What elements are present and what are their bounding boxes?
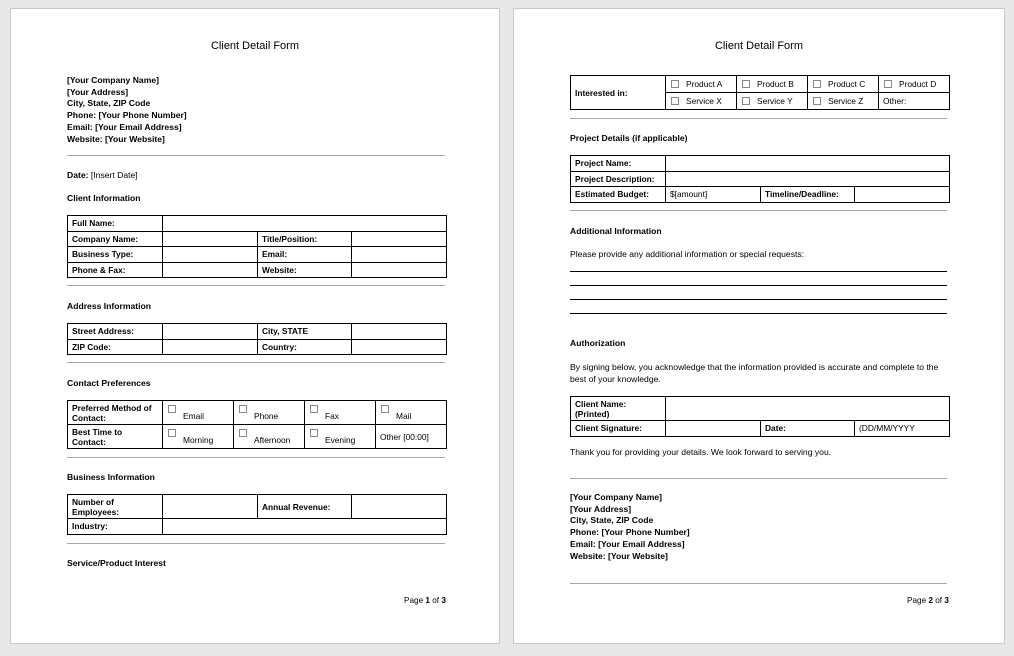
date-label: Date: <box>67 170 89 180</box>
phone-fax-field[interactable] <box>163 262 258 278</box>
company-name: [Your Company Name] <box>570 492 662 502</box>
divider <box>570 478 947 479</box>
date-label: Date: <box>761 421 855 437</box>
method-mail-option[interactable] <box>376 401 447 425</box>
full-name-label: Full Name: <box>68 216 163 232</box>
method-phone-option[interactable] <box>234 401 305 425</box>
authorization-table <box>570 396 950 437</box>
page-of: of <box>935 596 943 605</box>
additional-info-heading: Additional Information <box>570 226 662 236</box>
annual-revenue-label: Annual Revenue: <box>258 495 352 519</box>
method-fax-option[interactable] <box>305 401 376 425</box>
client-name-field[interactable] <box>666 397 950 421</box>
business-type-field[interactable] <box>163 247 258 263</box>
option-label: Product B <box>757 79 794 89</box>
client-info-table <box>67 215 447 278</box>
page-number <box>404 596 446 605</box>
estimated-budget-field[interactable]: $[amount] <box>666 187 761 203</box>
company-website: Website: [Your Website] <box>570 550 668 561</box>
website-field[interactable] <box>352 262 447 278</box>
project-name-field[interactable] <box>666 156 950 172</box>
product-b-option[interactable] <box>737 76 808 93</box>
annual-revenue-field[interactable] <box>352 495 447 519</box>
country-label: Country: <box>258 339 352 355</box>
business-type-label: Business Type: <box>68 247 163 263</box>
client-signature-field[interactable] <box>666 421 761 437</box>
option-label: Product A <box>686 79 723 89</box>
page-of: of <box>432 596 440 605</box>
additional-info-prompt: Please provide any additional information or special requests: <box>570 249 805 259</box>
project-table <box>570 155 950 203</box>
page-total: 3 <box>944 596 949 605</box>
option-label: Mail <box>396 411 412 421</box>
thank-you-text: Thank you for providing your details. We look forward to serving you. <box>570 447 832 457</box>
address-info-heading: Address Information <box>67 301 152 311</box>
project-description-field[interactable] <box>666 171 950 187</box>
time-evening-option[interactable] <box>305 425 376 449</box>
date-line <box>67 170 138 180</box>
interest-table <box>570 75 950 110</box>
email-label: Email: <box>258 247 352 263</box>
date-field[interactable]: (DD/MM/YYYY <box>855 421 950 437</box>
option-label: Service X <box>686 96 722 106</box>
business-info-table <box>67 494 447 535</box>
service-z-option[interactable] <box>808 93 879 110</box>
authorization-heading: Authorization <box>570 338 626 348</box>
page-1 <box>10 8 500 644</box>
option-label: Service Y <box>757 96 793 106</box>
client-signature-label: Client Signature: <box>571 421 666 437</box>
email-field[interactable] <box>352 247 447 263</box>
writing-line[interactable] <box>570 299 947 300</box>
checkbox-icon[interactable] <box>742 80 750 88</box>
option-label: Afternoon <box>254 435 291 445</box>
contact-prefs-heading: Contact Preferences <box>67 378 151 388</box>
product-a-option[interactable] <box>666 76 737 93</box>
service-x-option[interactable] <box>666 93 737 110</box>
checkbox-icon[interactable] <box>671 80 679 88</box>
divider <box>570 118 947 119</box>
option-label: Phone <box>254 411 279 421</box>
divider <box>67 543 445 544</box>
page-2 <box>513 8 1005 644</box>
checkbox-icon[interactable] <box>671 97 679 105</box>
contact-prefs-table <box>67 400 447 449</box>
company-block <box>67 75 187 145</box>
city-state-field[interactable] <box>352 324 447 340</box>
company-phone: Phone: [Your Phone Number] <box>570 527 690 538</box>
service-interest-heading: Service/Product Interest <box>67 558 166 568</box>
company-city: City, State, ZIP Code <box>67 98 151 109</box>
writing-line[interactable] <box>570 313 947 314</box>
writing-line[interactable] <box>570 285 947 286</box>
employees-field[interactable] <box>163 495 258 519</box>
project-details-heading: Project Details (if applicable) <box>570 133 688 143</box>
page-current: 1 <box>425 596 430 605</box>
product-c-option[interactable] <box>808 76 879 93</box>
best-time-label: Best Time to Contact: <box>68 425 163 449</box>
page-title: Client Detail Form <box>714 40 804 52</box>
checkbox-icon[interactable] <box>239 405 247 413</box>
title-position-label: Title/Position: <box>258 231 352 247</box>
checkbox-icon[interactable] <box>310 405 318 413</box>
page-title: Client Detail Form <box>210 40 300 52</box>
checkbox-icon[interactable] <box>884 80 892 88</box>
checkbox-icon[interactable] <box>742 97 750 105</box>
checkbox-icon[interactable] <box>813 97 821 105</box>
project-description-label: Project Description: <box>571 171 666 187</box>
company-name-label: Company Name: <box>68 231 163 247</box>
company-name: [Your Company Name] <box>67 75 159 85</box>
employees-label: Number of Employees: <box>68 495 163 519</box>
method-email-option[interactable] <box>163 401 234 425</box>
time-morning-option[interactable] <box>163 425 234 449</box>
zip-code-field[interactable] <box>163 339 258 355</box>
website-label: Website: <box>258 262 352 278</box>
timeline-label: Timeline/Deadline: <box>761 187 855 203</box>
interested-in-label: Interested in: <box>571 76 666 110</box>
company-address: [Your Address] <box>570 503 632 514</box>
divider <box>67 457 445 458</box>
page-current: 2 <box>928 596 933 605</box>
checkbox-icon[interactable] <box>813 80 821 88</box>
city-state-label: City, STATE <box>258 324 352 340</box>
date-value[interactable]: [Insert Date] <box>90 170 138 180</box>
service-y-option[interactable] <box>737 93 808 110</box>
street-address-field[interactable] <box>163 324 258 340</box>
title-position-field[interactable] <box>352 231 447 247</box>
divider <box>570 210 947 211</box>
divider <box>67 155 445 156</box>
country-field[interactable] <box>352 339 447 355</box>
full-name-field[interactable] <box>163 216 447 232</box>
time-afternoon-option[interactable] <box>234 425 305 449</box>
company-name-field[interactable] <box>163 231 258 247</box>
page-total: 3 <box>441 596 446 605</box>
product-d-option[interactable] <box>879 76 950 93</box>
street-address-label: Street Address: <box>68 324 163 340</box>
option-label: Product D <box>899 79 937 89</box>
checkbox-icon[interactable] <box>168 429 176 437</box>
page-number <box>907 596 949 605</box>
phone-fax-label: Phone & Fax: <box>68 262 163 278</box>
preferred-method-label: Preferred Method of Contact: <box>68 401 163 425</box>
authorization-text: By signing below, you acknowledge that the information provided is accurate and complete to the best of your knowledge. <box>570 362 939 384</box>
business-info-heading: Business Information <box>67 472 155 482</box>
company-email: Email: [Your Email Address] <box>570 538 685 549</box>
industry-label: Industry: <box>68 519 163 535</box>
divider <box>570 583 947 584</box>
address-info-table <box>67 323 447 355</box>
option-label: Evening <box>325 435 356 445</box>
option-label: Morning <box>183 435 214 445</box>
option-label: Product C <box>828 79 866 89</box>
estimated-budget-label: Estimated Budget: <box>571 187 666 203</box>
page-prefix: Page <box>404 596 424 605</box>
client-name-label: Client Name: (Printed) <box>571 397 666 421</box>
divider <box>67 362 445 363</box>
checkbox-icon[interactable] <box>239 429 247 437</box>
checkbox-icon[interactable] <box>168 405 176 413</box>
company-block <box>570 492 690 562</box>
checkbox-icon[interactable] <box>310 429 318 437</box>
industry-field[interactable] <box>163 519 447 535</box>
interest-other-field[interactable]: Other: <box>879 93 950 110</box>
company-email: Email: [Your Email Address] <box>67 121 182 132</box>
timeline-field[interactable] <box>855 187 950 203</box>
page-prefix: Page <box>907 596 927 605</box>
time-other-field[interactable]: Other [00:00] <box>376 425 447 449</box>
divider <box>67 285 445 286</box>
option-label: Service Z <box>828 96 864 106</box>
client-info-heading: Client Information <box>67 193 141 203</box>
writing-line[interactable] <box>570 271 947 272</box>
company-address: [Your Address] <box>67 86 129 97</box>
checkbox-icon[interactable] <box>381 405 389 413</box>
company-phone: Phone: [Your Phone Number] <box>67 110 187 121</box>
project-name-label: Project Name: <box>571 156 666 172</box>
option-label: Fax <box>325 411 339 421</box>
zip-code-label: ZIP Code: <box>68 339 163 355</box>
company-website: Website: [Your Website] <box>67 133 165 144</box>
company-city: City, State, ZIP Code <box>570 515 654 526</box>
option-label: Email <box>183 411 204 421</box>
